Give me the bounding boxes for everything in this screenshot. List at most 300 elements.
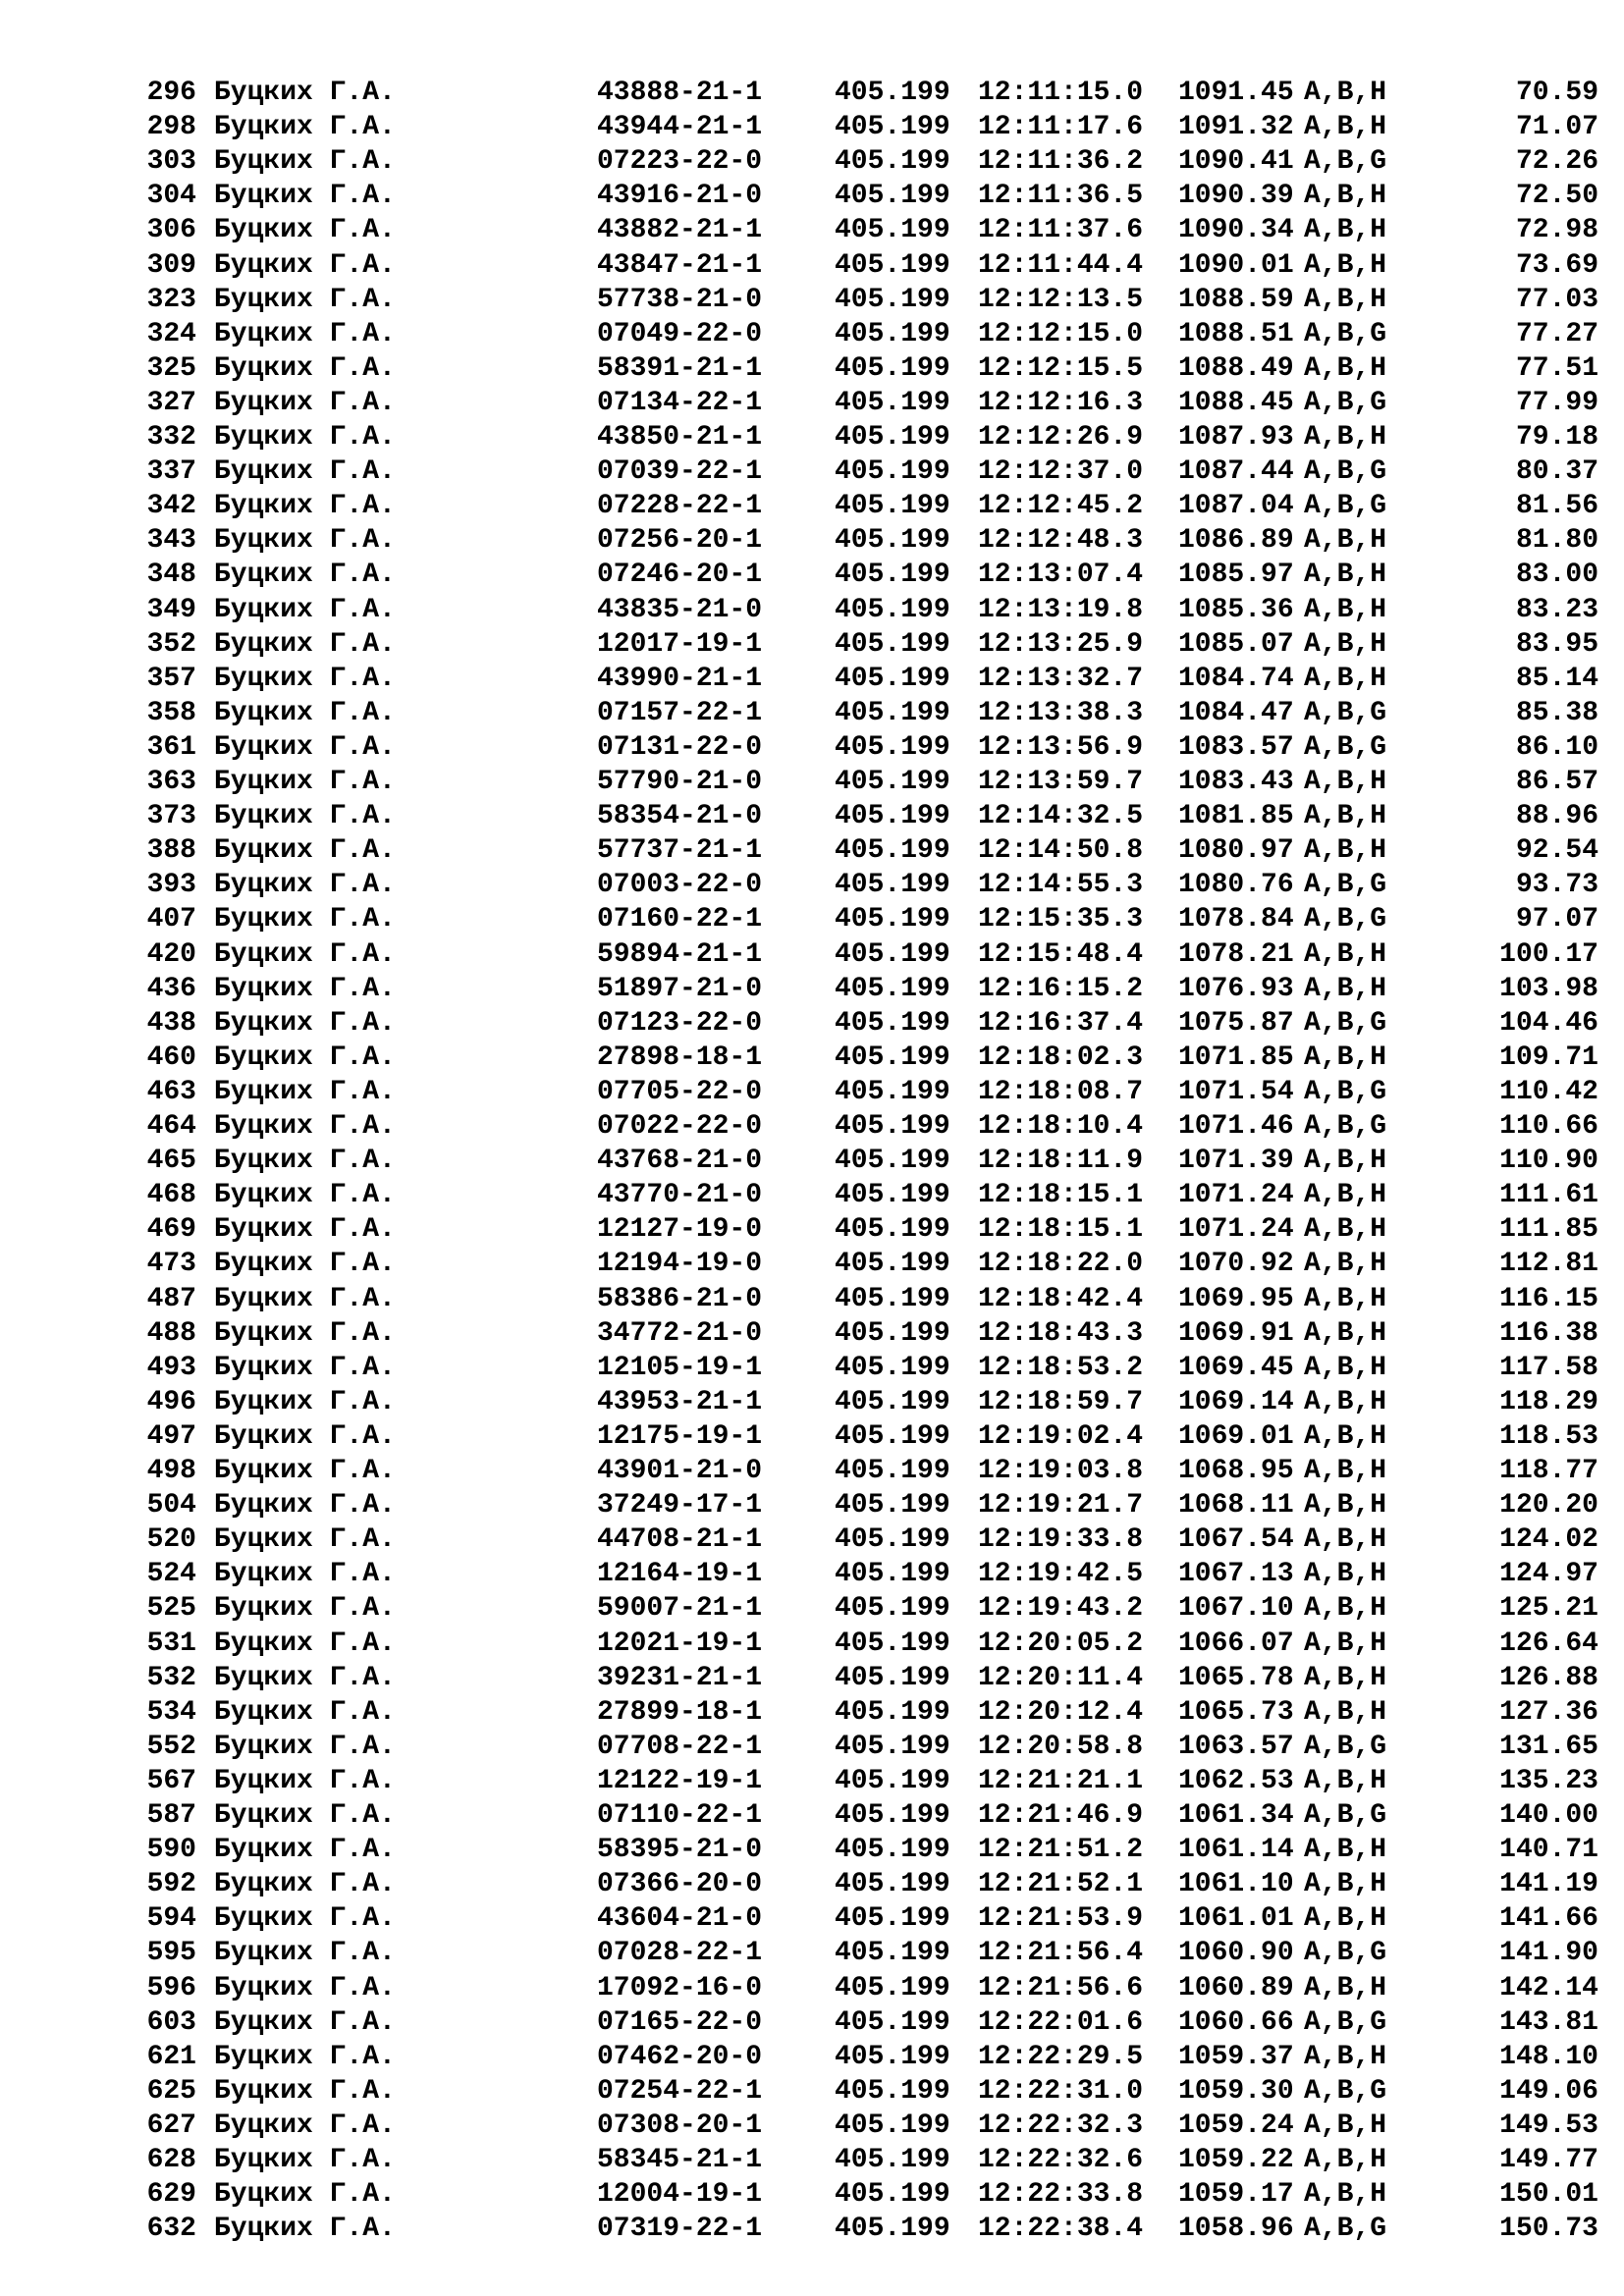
frequency-value: 405.199 <box>835 2214 950 2245</box>
frequency-value: 405.199 <box>835 870 950 901</box>
range-value: 1080.76 <box>1178 870 1294 901</box>
observer-name: Буцких Г.А. <box>214 1524 396 1556</box>
observer-name: Буцких Г.А. <box>214 697 396 728</box>
time-value: 12:21:56.4 <box>978 1938 1144 1969</box>
frequency-value: 405.199 <box>835 663 950 694</box>
range-value: 1060.66 <box>1178 2006 1294 2038</box>
object-id: 07049-22-0 <box>597 318 763 349</box>
range-value: 1084.74 <box>1178 663 1294 694</box>
range-value: 1088.45 <box>1178 387 1294 418</box>
angle-value: 79.18 <box>1515 422 1598 453</box>
record-number: 463 <box>146 1076 196 1107</box>
time-value: 12:11:36.5 <box>978 181 1144 212</box>
time-value: 12:21:53.9 <box>978 1903 1144 1935</box>
table-row <box>0 1386 1624 1419</box>
observer-name: Буцких Г.А. <box>214 1835 396 1866</box>
class-codes: A,B,H <box>1304 1283 1387 1314</box>
time-value: 12:18:11.9 <box>978 1146 1144 1177</box>
record-number: 488 <box>146 1317 196 1349</box>
record-number: 532 <box>146 1662 196 1693</box>
time-value: 12:19:02.4 <box>978 1420 1144 1452</box>
class-codes: A,B,H <box>1304 560 1387 591</box>
frequency-value: 405.199 <box>835 1835 950 1866</box>
record-number: 306 <box>146 215 196 246</box>
object-id: 07160-22-1 <box>597 904 763 935</box>
table-row <box>0 145 1624 179</box>
table-row <box>0 1179 1624 1212</box>
table-row <box>0 1523 1624 1557</box>
angle-value: 86.57 <box>1515 767 1598 797</box>
record-number: 520 <box>146 1524 196 1556</box>
object-id: 58345-21-1 <box>597 2145 763 2175</box>
class-codes: A,B,H <box>1304 1420 1387 1452</box>
table-row <box>0 1902 1624 1936</box>
angle-value: 77.27 <box>1515 318 1598 349</box>
observer-name: Буцких Г.А. <box>214 973 396 1004</box>
table-row <box>0 2006 1624 2040</box>
object-id: 07223-22-0 <box>597 146 763 178</box>
observer-name: Буцких Г.А. <box>214 2041 396 2072</box>
class-codes: A,B,H <box>1304 835 1387 867</box>
record-number: 628 <box>146 2145 196 2175</box>
angle-value: 150.73 <box>1499 2214 1598 2245</box>
observer-name: Буцких Г.А. <box>214 491 396 522</box>
observer-name: Буцких Г.А. <box>214 456 396 488</box>
angle-value: 100.17 <box>1499 938 1598 970</box>
class-codes: A,B,G <box>1304 697 1387 728</box>
angle-value: 109.71 <box>1499 1041 1598 1073</box>
frequency-value: 405.199 <box>835 2145 950 2175</box>
record-number: 464 <box>146 1111 196 1142</box>
record-number: 632 <box>146 2214 196 2245</box>
class-codes: A,B,G <box>1304 1007 1387 1039</box>
table-row <box>0 1868 1624 1901</box>
observer-name: Буцких Г.А. <box>214 1938 396 1969</box>
table-row <box>0 2178 1624 2212</box>
class-codes: A,B,G <box>1304 387 1387 418</box>
time-value: 12:21:21.1 <box>978 1765 1144 1796</box>
record-number: 524 <box>146 1559 196 1590</box>
object-id: 07708-22-1 <box>597 1731 763 1762</box>
time-value: 12:13:56.9 <box>978 731 1144 763</box>
range-value: 1087.93 <box>1178 422 1294 453</box>
object-id: 44708-21-1 <box>597 1524 763 1556</box>
class-codes: A,B,H <box>1304 215 1387 246</box>
class-codes: A,B,H <box>1304 1765 1387 1796</box>
record-number: 352 <box>146 628 196 660</box>
time-value: 12:13:25.9 <box>978 628 1144 660</box>
observer-name: Буцких Г.А. <box>214 387 396 418</box>
observer-name: Буцких Г.А. <box>214 1352 396 1383</box>
table-row <box>0 1799 1624 1833</box>
time-value: 12:20:12.4 <box>978 1696 1144 1728</box>
angle-value: 140.71 <box>1499 1835 1598 1866</box>
observer-name: Буцких Г.А. <box>214 1696 396 1728</box>
time-value: 12:22:32.6 <box>978 2145 1144 2175</box>
table-row <box>0 1007 1624 1041</box>
object-id: 43850-21-1 <box>597 422 763 453</box>
table-row <box>0 284 1624 317</box>
range-value: 1068.11 <box>1178 1490 1294 1522</box>
time-value: 12:21:52.1 <box>978 1869 1144 1900</box>
object-id: 12105-19-1 <box>597 1352 763 1383</box>
angle-value: 143.81 <box>1499 2006 1598 2038</box>
angle-value: 141.19 <box>1499 1869 1598 1900</box>
range-value: 1063.57 <box>1178 1731 1294 1762</box>
observer-name: Буцких Г.А. <box>214 2214 396 2245</box>
class-codes: A,B,H <box>1304 1146 1387 1177</box>
time-value: 12:22:38.4 <box>978 2214 1144 2245</box>
table-row <box>0 766 1624 799</box>
frequency-value: 405.199 <box>835 249 950 281</box>
observer-name: Буцких Г.А. <box>214 1662 396 1693</box>
observer-name: Буцких Г.А. <box>214 1420 396 1452</box>
range-value: 1061.14 <box>1178 1835 1294 1866</box>
time-value: 12:18:43.3 <box>978 1317 1144 1349</box>
observer-name: Буцких Г.А. <box>214 1041 396 1073</box>
frequency-value: 405.199 <box>835 1662 950 1693</box>
class-codes: A,B,G <box>1304 318 1387 349</box>
frequency-value: 405.199 <box>835 1972 950 2003</box>
observer-name: Буцких Г.А. <box>214 1765 396 1796</box>
table-row <box>0 834 1624 868</box>
range-value: 1083.43 <box>1178 767 1294 797</box>
object-id: 43990-21-1 <box>597 663 763 694</box>
time-value: 12:19:03.8 <box>978 1456 1144 1486</box>
object-id: 43770-21-0 <box>597 1180 763 1211</box>
observer-name: Буцких Г.А. <box>214 78 396 108</box>
angle-value: 77.51 <box>1515 352 1598 384</box>
record-number: 629 <box>146 2179 196 2211</box>
object-id: 34772-21-0 <box>597 1317 763 1349</box>
range-value: 1060.90 <box>1178 1938 1294 1969</box>
object-id: 43953-21-1 <box>597 1386 763 1417</box>
time-value: 12:22:33.8 <box>978 2179 1144 2211</box>
record-number: 337 <box>146 456 196 488</box>
table-row <box>0 1592 1624 1626</box>
record-number: 357 <box>146 663 196 694</box>
class-codes: A,B,H <box>1304 1559 1387 1590</box>
table-row <box>0 973 1624 1006</box>
frequency-value: 405.199 <box>835 215 950 246</box>
time-value: 12:14:32.5 <box>978 801 1144 832</box>
record-number: 303 <box>146 146 196 178</box>
object-id: 07366-20-0 <box>597 1869 763 1900</box>
record-number: 487 <box>146 1283 196 1314</box>
angle-value: 131.65 <box>1499 1731 1598 1762</box>
observer-name: Буцких Г.А. <box>214 284 396 315</box>
observer-name: Буцких Г.А. <box>214 1214 396 1246</box>
time-value: 12:19:33.8 <box>978 1524 1144 1556</box>
observer-name: Буцких Г.А. <box>214 628 396 660</box>
range-value: 1065.73 <box>1178 1696 1294 1728</box>
range-value: 1090.34 <box>1178 215 1294 246</box>
frequency-value: 405.199 <box>835 112 950 143</box>
time-value: 12:22:32.3 <box>978 2109 1144 2141</box>
object-id: 27898-18-1 <box>597 1041 763 1073</box>
object-id: 07022-22-0 <box>597 1111 763 1142</box>
object-id: 43768-21-0 <box>597 1146 763 1177</box>
time-value: 12:18:15.1 <box>978 1214 1144 1246</box>
range-value: 1069.95 <box>1178 1283 1294 1314</box>
range-value: 1071.46 <box>1178 1111 1294 1142</box>
range-value: 1088.59 <box>1178 284 1294 315</box>
angle-value: 83.00 <box>1515 560 1598 591</box>
time-value: 12:22:31.0 <box>978 2075 1144 2107</box>
angle-value: 125.21 <box>1499 1593 1598 1625</box>
angle-value: 80.37 <box>1515 456 1598 488</box>
object-id: 07254-22-1 <box>597 2075 763 2107</box>
object-id: 39231-21-1 <box>597 1662 763 1693</box>
frequency-value: 405.199 <box>835 767 950 797</box>
time-value: 12:12:26.9 <box>978 422 1144 453</box>
class-codes: A,B,H <box>1304 1456 1387 1486</box>
angle-value: 70.59 <box>1515 78 1598 108</box>
observer-name: Буцких Г.А. <box>214 767 396 797</box>
angle-value: 141.66 <box>1499 1903 1598 1935</box>
observer-name: Буцких Г.А. <box>214 1180 396 1211</box>
angle-value: 149.06 <box>1499 2075 1598 2107</box>
class-codes: A,B,H <box>1304 2109 1387 2141</box>
range-value: 1088.51 <box>1178 318 1294 349</box>
range-value: 1059.30 <box>1178 2075 1294 2107</box>
observer-name: Буцких Г.А. <box>214 1490 396 1522</box>
class-codes: A,B,H <box>1304 1490 1387 1522</box>
observer-name: Буцких Г.А. <box>214 2075 396 2107</box>
table-row <box>0 77 1624 110</box>
range-value: 1085.07 <box>1178 628 1294 660</box>
range-value: 1059.24 <box>1178 2109 1294 2141</box>
table-row <box>0 214 1624 247</box>
table-row <box>0 663 1624 696</box>
frequency-value: 405.199 <box>835 1352 950 1383</box>
class-codes: A,B,H <box>1304 973 1387 1004</box>
class-codes: A,B,G <box>1304 2075 1387 2107</box>
time-value: 12:18:08.7 <box>978 1076 1144 1107</box>
range-value: 1076.93 <box>1178 973 1294 1004</box>
angle-value: 111.61 <box>1499 1180 1598 1211</box>
range-value: 1069.91 <box>1178 1317 1294 1349</box>
angle-value: 77.99 <box>1515 387 1598 418</box>
frequency-value: 405.199 <box>835 1180 950 1211</box>
time-value: 12:12:37.0 <box>978 456 1144 488</box>
record-number: 594 <box>146 1903 196 1935</box>
angle-value: 118.77 <box>1499 1456 1598 1486</box>
record-number: 627 <box>146 2109 196 2141</box>
angle-value: 116.15 <box>1499 1283 1598 1314</box>
class-codes: A,B,H <box>1304 2179 1387 2211</box>
class-codes: A,B,H <box>1304 767 1387 797</box>
angle-value: 150.01 <box>1499 2179 1598 2211</box>
class-codes: A,B,G <box>1304 456 1387 488</box>
record-number: 438 <box>146 1007 196 1039</box>
range-value: 1091.32 <box>1178 112 1294 143</box>
table-row <box>0 559 1624 592</box>
time-value: 12:19:21.7 <box>978 1490 1144 1522</box>
time-value: 12:19:43.2 <box>978 1593 1144 1625</box>
table-row <box>0 697 1624 730</box>
table-row <box>0 421 1624 454</box>
table-row <box>0 111 1624 144</box>
object-id: 07157-22-1 <box>597 697 763 728</box>
frequency-value: 405.199 <box>835 284 950 315</box>
record-number: 567 <box>146 1765 196 1796</box>
angle-value: 83.23 <box>1515 594 1598 625</box>
record-number: 498 <box>146 1456 196 1486</box>
observer-name: Буцких Г.А. <box>214 422 396 453</box>
frequency-value: 405.199 <box>835 1938 950 1969</box>
angle-value: 88.96 <box>1515 801 1598 832</box>
record-number: 534 <box>146 1696 196 1728</box>
class-codes: A,B,H <box>1304 1869 1387 1900</box>
record-number: 603 <box>146 2006 196 2038</box>
table-row <box>0 2075 1624 2109</box>
record-number: 361 <box>146 731 196 763</box>
range-value: 1067.54 <box>1178 1524 1294 1556</box>
table-row <box>0 1696 1624 1730</box>
record-number: 493 <box>146 1352 196 1383</box>
record-number: 468 <box>146 1180 196 1211</box>
class-codes: A,B,H <box>1304 1628 1387 1659</box>
frequency-value: 405.199 <box>835 1524 950 1556</box>
object-id: 43888-21-1 <box>597 78 763 108</box>
observer-name: Буцких Г.А. <box>214 1007 396 1039</box>
time-value: 12:22:01.6 <box>978 2006 1144 2038</box>
frequency-value: 405.199 <box>835 1420 950 1452</box>
class-codes: A,B,H <box>1304 1386 1387 1417</box>
class-codes: A,B,H <box>1304 249 1387 281</box>
frequency-value: 405.199 <box>835 1111 950 1142</box>
range-value: 1069.14 <box>1178 1386 1294 1417</box>
angle-value: 83.95 <box>1515 628 1598 660</box>
observer-name: Буцких Г.А. <box>214 2145 396 2175</box>
angle-value: 149.77 <box>1499 2145 1598 2175</box>
range-value: 1059.17 <box>1178 2179 1294 2211</box>
frequency-value: 405.199 <box>835 2006 950 2038</box>
class-codes: A,B,H <box>1304 1593 1387 1625</box>
time-value: 12:13:38.3 <box>978 697 1144 728</box>
time-value: 12:21:51.2 <box>978 1835 1144 1866</box>
table-row <box>0 869 1624 902</box>
observer-name: Буцких Г.А. <box>214 594 396 625</box>
object-id: 07134-22-1 <box>597 387 763 418</box>
table-row <box>0 318 1624 351</box>
time-value: 12:18:02.3 <box>978 1041 1144 1073</box>
record-number: 348 <box>146 560 196 591</box>
object-id: 57738-21-0 <box>597 284 763 315</box>
angle-value: 142.14 <box>1499 1972 1598 2003</box>
record-number: 590 <box>146 1835 196 1866</box>
frequency-value: 405.199 <box>835 938 950 970</box>
angle-value: 124.02 <box>1499 1524 1598 1556</box>
object-id: 07308-20-1 <box>597 2109 763 2141</box>
table-row <box>0 2144 1624 2177</box>
observer-name: Буцких Г.А. <box>214 560 396 591</box>
angle-value: 85.14 <box>1515 663 1598 694</box>
time-value: 12:13:19.8 <box>978 594 1144 625</box>
time-value: 12:14:55.3 <box>978 870 1144 901</box>
class-codes: A,B,H <box>1304 1180 1387 1211</box>
time-value: 12:18:10.4 <box>978 1111 1144 1142</box>
table-row <box>0 1283 1624 1316</box>
class-codes: A,B,G <box>1304 1076 1387 1107</box>
range-value: 1066.07 <box>1178 1628 1294 1659</box>
table-row <box>0 1834 1624 1867</box>
table-row <box>0 524 1624 558</box>
angle-value: 72.98 <box>1515 215 1598 246</box>
record-number: 358 <box>146 697 196 728</box>
record-number: 296 <box>146 78 196 108</box>
observer-name: Буцких Г.А. <box>214 352 396 384</box>
range-value: 1087.04 <box>1178 491 1294 522</box>
frequency-value: 405.199 <box>835 1249 950 1280</box>
time-value: 12:15:35.3 <box>978 904 1144 935</box>
time-value: 12:12:15.5 <box>978 352 1144 384</box>
range-value: 1069.45 <box>1178 1352 1294 1383</box>
frequency-value: 405.199 <box>835 1283 950 1314</box>
time-value: 12:18:59.7 <box>978 1386 1144 1417</box>
table-row <box>0 1110 1624 1144</box>
angle-value: 81.56 <box>1515 491 1598 522</box>
frequency-value: 405.199 <box>835 1490 950 1522</box>
frequency-value: 405.199 <box>835 352 950 384</box>
class-codes: A,B,G <box>1304 870 1387 901</box>
frequency-value: 405.199 <box>835 1146 950 1177</box>
angle-value: 141.90 <box>1499 1938 1598 1969</box>
observer-name: Буцких Г.А. <box>214 870 396 901</box>
record-number: 325 <box>146 352 196 384</box>
angle-value: 127.36 <box>1499 1696 1598 1728</box>
observer-name: Буцких Г.А. <box>214 1456 396 1486</box>
time-value: 12:18:53.2 <box>978 1352 1144 1383</box>
range-value: 1087.44 <box>1178 456 1294 488</box>
angle-value: 126.64 <box>1499 1628 1598 1659</box>
angle-value: 72.26 <box>1515 146 1598 178</box>
time-value: 12:20:05.2 <box>978 1628 1144 1659</box>
time-value: 12:12:13.5 <box>978 284 1144 315</box>
angle-value: 97.07 <box>1515 904 1598 935</box>
object-id: 27899-18-1 <box>597 1696 763 1728</box>
table-row <box>0 1937 1624 1970</box>
object-id: 07256-20-1 <box>597 525 763 557</box>
time-value: 12:13:32.7 <box>978 663 1144 694</box>
range-value: 1067.10 <box>1178 1593 1294 1625</box>
table-row <box>0 1317 1624 1351</box>
object-id: 07110-22-1 <box>597 1800 763 1831</box>
class-codes: A,B,H <box>1304 181 1387 212</box>
class-codes: A,B,H <box>1304 422 1387 453</box>
angle-value: 118.53 <box>1499 1420 1598 1452</box>
object-id: 43604-21-0 <box>597 1903 763 1935</box>
table-row <box>0 1145 1624 1178</box>
frequency-value: 405.199 <box>835 697 950 728</box>
record-number: 587 <box>146 1800 196 1831</box>
observer-name: Буцких Г.А. <box>214 1593 396 1625</box>
object-id: 07131-22-0 <box>597 731 763 763</box>
range-value: 1069.01 <box>1178 1420 1294 1452</box>
table-row <box>0 594 1624 627</box>
range-value: 1080.97 <box>1178 835 1294 867</box>
angle-value: 104.46 <box>1499 1007 1598 1039</box>
time-value: 12:19:42.5 <box>978 1559 1144 1590</box>
record-number: 332 <box>146 422 196 453</box>
angle-value: 77.03 <box>1515 284 1598 315</box>
time-value: 12:21:56.6 <box>978 1972 1144 2003</box>
class-codes: A,B,H <box>1304 1249 1387 1280</box>
class-codes: A,B,H <box>1304 2041 1387 2072</box>
table-row <box>0 249 1624 283</box>
frequency-value: 405.199 <box>835 904 950 935</box>
